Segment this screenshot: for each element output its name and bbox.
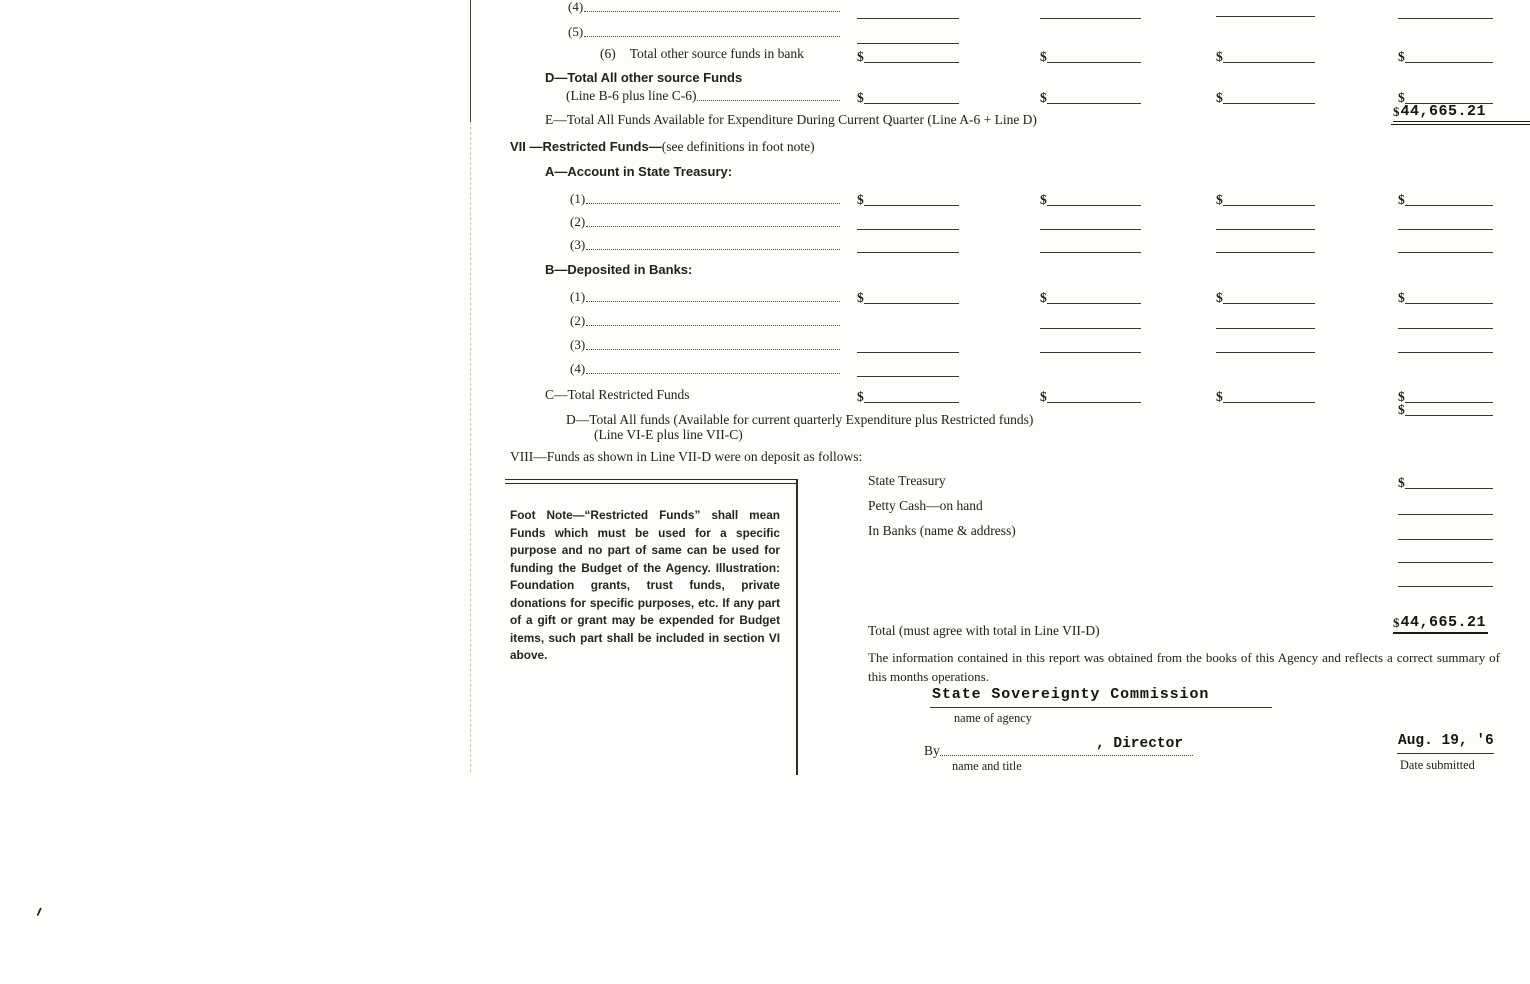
dollar-sign: $ — [1040, 49, 1047, 64]
section6 — [0, 0, 1530, 127]
fill-line — [1223, 205, 1315, 206]
dollar-sign: $ — [1398, 90, 1405, 105]
date-typed: Aug. 19, '6 — [1398, 733, 1494, 749]
dollar-sign: $ — [1398, 475, 1405, 490]
fill-line — [1216, 213, 1315, 230]
fill-line — [864, 303, 959, 304]
section7-c-label: C—Total Restricted Funds — [545, 387, 690, 402]
fill-line — [864, 205, 959, 206]
fill-line — [857, 360, 959, 377]
typed-amount: 44,665.21 — [1400, 103, 1487, 120]
dotted-leader — [584, 36, 840, 37]
total-amount — [1393, 614, 1488, 634]
dollar-sign: $ — [1040, 389, 1047, 404]
amount-field — [1398, 190, 1493, 206]
line-b3 — [570, 335, 840, 352]
dotted-leader — [586, 226, 840, 227]
heading-note: (see definitions in foot note) — [661, 139, 815, 154]
section7-heading — [510, 138, 815, 155]
fill-line — [857, 27, 959, 44]
fill-line — [857, 2, 959, 19]
line-number: (6) — [600, 46, 616, 61]
dollar-sign: $ — [1393, 104, 1400, 119]
dollar-sign: $ — [1216, 290, 1223, 305]
fill-line — [864, 103, 959, 104]
footnote-box — [502, 479, 798, 775]
amount-field — [857, 47, 959, 63]
amount-field — [1040, 47, 1141, 63]
amount-field — [1398, 400, 1493, 416]
dollar-sign: $ — [1216, 49, 1223, 64]
fill-line — [1216, 236, 1315, 253]
amount-field — [857, 190, 959, 206]
fill-line — [1216, 0, 1315, 17]
section7-a-heading: A—Account in State Treasury: — [545, 164, 733, 179]
fill-line — [1040, 236, 1141, 253]
fill-line — [1223, 303, 1315, 304]
fill-line — [857, 213, 959, 230]
dollar-sign: $ — [1216, 389, 1223, 404]
line-number: (2) — [570, 313, 586, 328]
fill-line — [857, 336, 959, 353]
dollar-sign: $ — [1398, 290, 1405, 305]
deposit-label-in-banks: In Banks (name & address) — [868, 523, 1016, 538]
deposit-label-petty-cash: Petty Cash—on hand — [868, 498, 983, 513]
date-line — [1397, 737, 1494, 754]
fill-line — [857, 236, 959, 253]
amount-field — [857, 387, 959, 403]
section6-e-total — [1393, 103, 1530, 122]
dollar-sign: $ — [857, 90, 864, 105]
amount-field — [1040, 288, 1141, 304]
line-a3 — [570, 235, 840, 252]
dollar-sign: $ — [1398, 389, 1405, 404]
dollar-sign: $ — [1398, 49, 1405, 64]
dollar-sign: $ — [1040, 90, 1047, 105]
section6-e-label: E—Total All Funds Available for Expenditure During Current Quarter (Line A-6 + Line D) — [545, 112, 1037, 127]
dollar-sign: $ — [857, 389, 864, 404]
section8-heading: VIII—Funds as shown in Line VII-D were on deposit as follows: — [510, 449, 863, 464]
fill-line — [1047, 103, 1141, 104]
line-number: (2) — [570, 214, 586, 229]
line-number: (4) — [568, 0, 584, 14]
amount-field — [857, 88, 959, 104]
fill-line — [1040, 213, 1141, 230]
date-caption: Date submitted — [1400, 758, 1475, 772]
label-text: Total other source funds in bank — [629, 46, 804, 61]
amount-field — [857, 288, 959, 304]
line-5 — [568, 22, 840, 39]
deposit-label-state-treasury: State Treasury — [868, 473, 946, 488]
amount-field — [1398, 288, 1493, 304]
fill-line — [1405, 62, 1493, 63]
total-label: Total (must agree with total in Line VII-D) — [868, 623, 1100, 638]
name-title-caption: name and title — [952, 759, 1022, 773]
line-a1 — [570, 189, 840, 206]
line-b2 — [570, 311, 840, 328]
dotted-leader — [697, 100, 840, 101]
dotted-leader — [586, 325, 840, 326]
line-number: (5) — [568, 24, 584, 39]
fill-line — [1405, 303, 1493, 304]
fill-line — [1223, 402, 1315, 403]
dollar-sign: $ — [857, 192, 864, 207]
section6-d-title: D—Total All other source Funds — [545, 70, 743, 85]
amount-field — [1040, 88, 1141, 104]
dotted-leader — [586, 373, 840, 374]
dollar-sign: $ — [857, 49, 864, 64]
section7-d-title: D—Total All funds (Available for current quarterly Expenditure plus Restricted funds) — [566, 412, 1034, 427]
fill-line — [1047, 205, 1141, 206]
fill-line — [1040, 336, 1141, 353]
fill-line — [1405, 205, 1493, 206]
fill-line — [1216, 312, 1315, 329]
dotted-leader — [586, 203, 840, 204]
fill-line — [1047, 303, 1141, 304]
fill-line — [1398, 570, 1493, 587]
amount-field — [1398, 473, 1493, 489]
section7-b-heading: B—Deposited in Banks: — [545, 262, 693, 277]
page-edge-line — [470, 0, 471, 122]
title-typed: , Director — [1096, 736, 1184, 752]
dotted-leader — [584, 11, 840, 12]
dotted-leader — [586, 349, 840, 350]
dollar-sign: $ — [1398, 192, 1405, 207]
line-b1 — [570, 287, 840, 304]
dollar-sign: $ — [1393, 615, 1400, 630]
amount-field — [1216, 190, 1315, 206]
label-text: (Line B-6 plus line C-6) — [566, 88, 697, 103]
fill-line — [1405, 488, 1493, 489]
line-a2 — [570, 212, 840, 229]
stray-ink-mark — [36, 907, 45, 918]
dollar-sign: $ — [1040, 290, 1047, 305]
fill-line — [1405, 415, 1493, 416]
fill-line — [1216, 336, 1315, 353]
fill-line — [1398, 498, 1493, 515]
amount-field — [1398, 88, 1493, 104]
fill-line — [864, 402, 959, 403]
line-number: (3) — [570, 337, 586, 352]
dollar-sign: $ — [1216, 192, 1223, 207]
by-label: By — [924, 743, 940, 758]
footnote-text: Foot Note—“Restricted Funds” shall mean Funds which must be used for a specific purpose and no part of same can be used for funding the Budget of the Agency. Illustration: Foundation grants, trust funds, private donations for specific purposes, etc. If any part of a gift or grant may be expended for Budget items, such part shall be included in section VI above. — [510, 508, 780, 662]
fill-line — [1040, 2, 1141, 19]
agency-name-typed: State Sovereignty Commission — [932, 686, 1210, 703]
dollar-sign: $ — [1040, 192, 1047, 207]
line-number: (4) — [570, 361, 586, 376]
fill-line — [1398, 213, 1493, 230]
line-number: (1) — [570, 289, 586, 304]
amount-field — [1216, 387, 1315, 403]
fill-line — [864, 62, 959, 63]
line-4 — [568, 0, 840, 14]
fill-line — [1040, 312, 1141, 329]
typed-amount: 44,665.21 — [1400, 614, 1487, 631]
fill-line — [1398, 523, 1493, 540]
page-edge-line-faint — [470, 122, 471, 772]
line-number: (1) — [570, 191, 586, 206]
agency-name-line — [930, 691, 1272, 708]
amount-field — [1040, 190, 1141, 206]
agency-name-caption: name of agency — [954, 711, 1032, 725]
dotted-leader — [586, 249, 840, 250]
fill-line — [1398, 2, 1493, 19]
fill-line — [1047, 402, 1141, 403]
line-b4 — [570, 359, 840, 376]
amount-field — [1398, 47, 1493, 63]
section7-d-sub: (Line VI-E plus line VII-C) — [594, 427, 743, 442]
fill-line — [1398, 336, 1493, 353]
line-number: (3) — [570, 237, 586, 252]
fill-line — [1223, 103, 1315, 104]
dollar-sign: $ — [1398, 402, 1405, 417]
dollar-sign: $ — [1216, 90, 1223, 105]
amount-field — [1216, 88, 1315, 104]
dotted-leader — [586, 301, 840, 302]
amount-field — [1216, 288, 1315, 304]
fill-line — [1398, 546, 1493, 563]
fill-line — [1398, 312, 1493, 329]
amount-field — [1040, 387, 1141, 403]
line-6-label — [600, 45, 804, 62]
heading-main: VII —Restricted Funds— — [510, 139, 662, 154]
fill-line — [1398, 236, 1493, 253]
fill-line — [1223, 62, 1315, 63]
certification-text: The information contained in this report was obtained from the books of this Agency and reflects a correct summary of this months operations. — [868, 650, 1500, 684]
section6-d-sub — [566, 86, 840, 103]
fill-line — [1047, 62, 1141, 63]
dollar-sign: $ — [857, 290, 864, 305]
amount-field — [1216, 47, 1315, 63]
